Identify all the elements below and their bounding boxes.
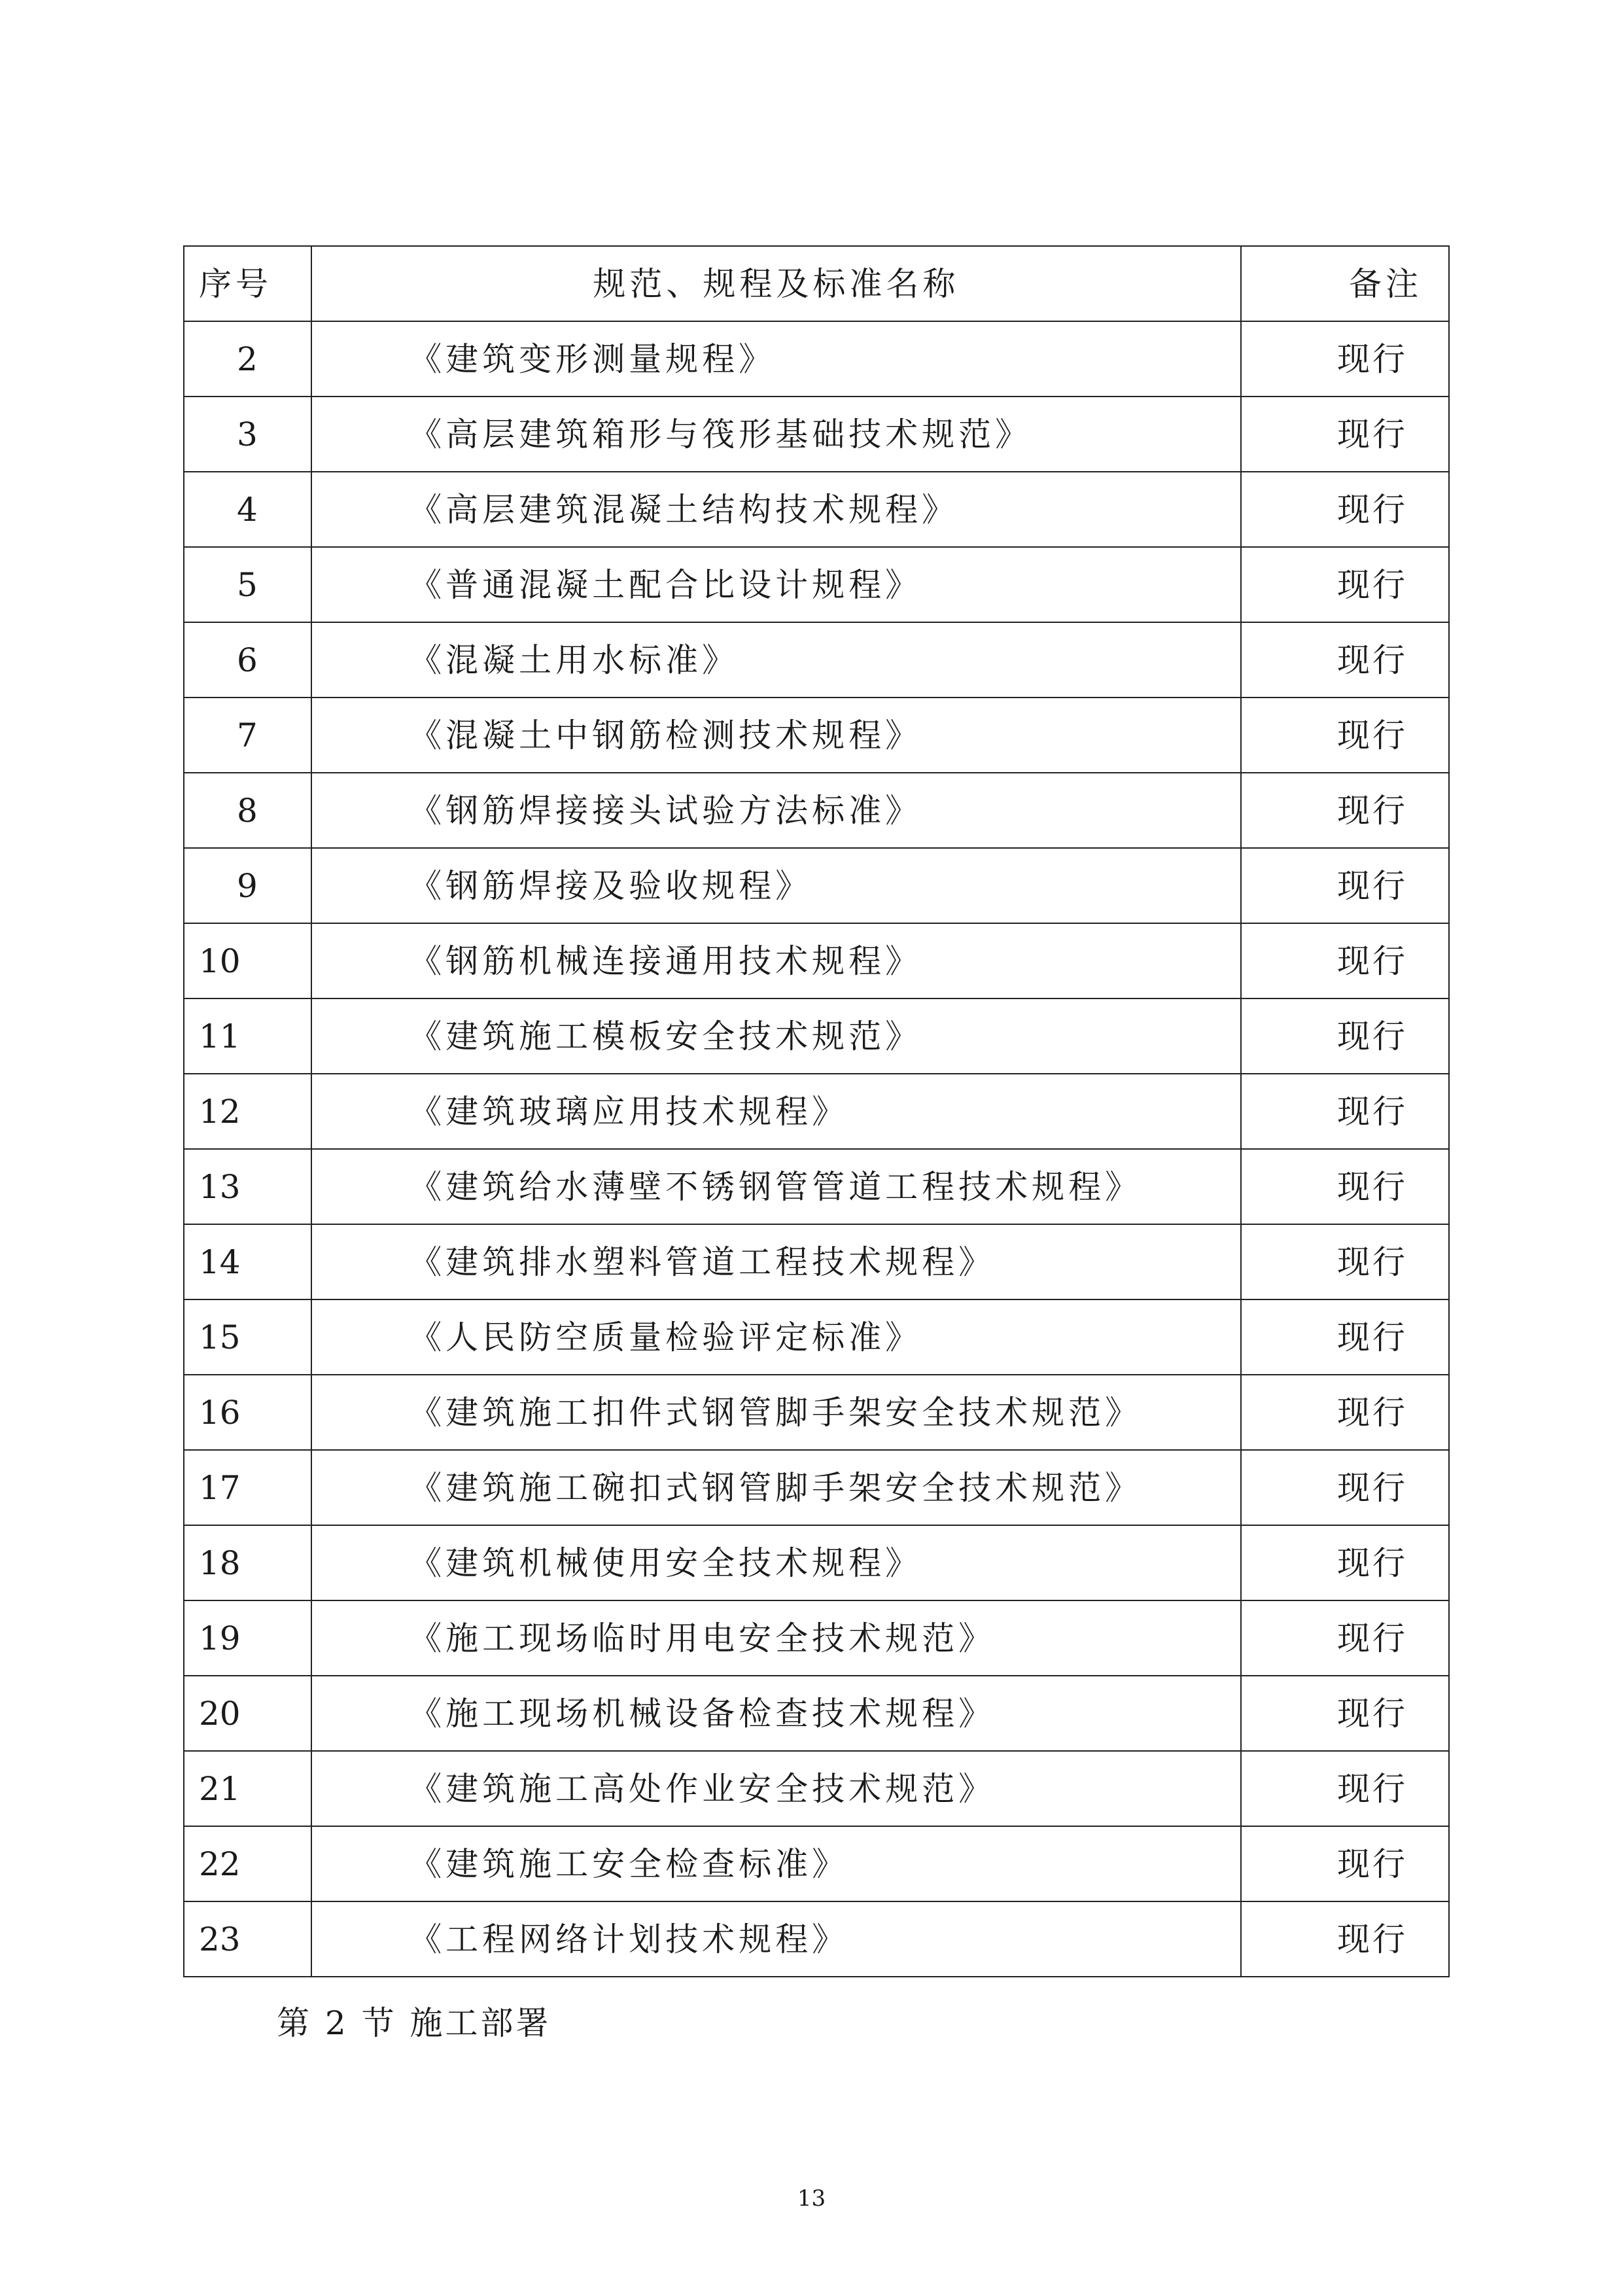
row-serial-number: 15	[184, 1299, 311, 1375]
table-row	[184, 1375, 1449, 1450]
row-standard-name: 《建筑施工扣件式钢管脚手架安全技术规范》	[311, 1375, 1240, 1450]
row-standard-name: 《混凝土用水标准》	[311, 622, 1240, 698]
row-standard-name: 《建筑施工碗扣式钢管脚手架安全技术规范》	[311, 1450, 1240, 1525]
row-remarks: 现行	[1241, 1299, 1449, 1375]
row-remarks: 现行	[1241, 1525, 1449, 1600]
row-serial-number: 3	[184, 397, 311, 472]
row-remarks: 现行	[1241, 321, 1449, 397]
row-standard-name: 《钢筋焊接及验收规程》	[311, 848, 1240, 923]
row-serial-number: 19	[184, 1600, 311, 1676]
row-standard-name: 《施工现场机械设备检查技术规程》	[311, 1676, 1240, 1751]
table-row	[184, 998, 1449, 1074]
header-remarks: 备注	[1241, 246, 1449, 321]
row-remarks: 现行	[1241, 698, 1449, 773]
row-serial-number: 17	[184, 1450, 311, 1525]
table-row	[184, 547, 1449, 622]
row-standard-name: 《混凝土中钢筋检测技术规程》	[311, 698, 1240, 773]
row-remarks: 现行	[1241, 998, 1449, 1074]
table-row	[184, 1074, 1449, 1149]
row-serial-number: 20	[184, 1676, 311, 1751]
table-row	[184, 1224, 1449, 1299]
row-standard-name: 《建筑变形测量规程》	[311, 321, 1240, 397]
row-remarks: 现行	[1241, 1375, 1449, 1450]
row-remarks: 现行	[1241, 472, 1449, 547]
table-row	[184, 923, 1449, 998]
table-header-row	[184, 246, 1449, 321]
standards-table	[183, 245, 1450, 1977]
row-serial-number: 16	[184, 1375, 311, 1450]
row-remarks: 现行	[1241, 773, 1449, 848]
row-serial-number: 18	[184, 1525, 311, 1600]
row-remarks: 现行	[1241, 1901, 1449, 1977]
row-serial-number: 11	[184, 998, 311, 1074]
row-standard-name: 《普通混凝土配合比设计规程》	[311, 547, 1240, 622]
table-row	[184, 1676, 1449, 1751]
table-row	[184, 622, 1449, 698]
row-serial-number: 6	[184, 622, 311, 698]
row-serial-number: 22	[184, 1826, 311, 1901]
table-row	[184, 1826, 1449, 1901]
header-serial-number: 序号	[184, 246, 311, 321]
row-remarks: 现行	[1241, 848, 1449, 923]
table-row	[184, 1751, 1449, 1826]
table-row	[184, 848, 1449, 923]
row-standard-name: 《建筑施工模板安全技术规范》	[311, 998, 1240, 1074]
row-serial-number: 2	[184, 321, 311, 397]
page-number: 13	[797, 2185, 826, 2212]
table-row	[184, 1149, 1449, 1224]
row-standard-name: 《建筑排水塑料管道工程技术规程》	[311, 1224, 1240, 1299]
row-remarks: 现行	[1241, 622, 1449, 698]
row-remarks: 现行	[1241, 547, 1449, 622]
row-remarks: 现行	[1241, 923, 1449, 998]
row-remarks: 现行	[1241, 1676, 1449, 1751]
row-remarks: 现行	[1241, 1074, 1449, 1149]
header-standard-name: 规范、规程及标准名称	[311, 246, 1240, 321]
row-standard-name: 《施工现场临时用电安全技术规范》	[311, 1600, 1240, 1676]
table-row	[184, 321, 1449, 397]
row-remarks: 现行	[1241, 1826, 1449, 1901]
table-row	[184, 698, 1449, 773]
row-standard-name: 《工程网络计划技术规程》	[311, 1901, 1240, 1977]
table-row	[184, 1901, 1449, 1977]
row-standard-name: 《建筑施工安全检查标准》	[311, 1826, 1240, 1901]
row-serial-number: 4	[184, 472, 311, 547]
table-row	[184, 1525, 1449, 1600]
row-serial-number: 14	[184, 1224, 311, 1299]
row-serial-number: 13	[184, 1149, 311, 1224]
row-serial-number: 7	[184, 698, 311, 773]
table-body	[184, 321, 1449, 1977]
row-remarks: 现行	[1241, 1751, 1449, 1826]
row-standard-name: 《建筑玻璃应用技术规程》	[311, 1074, 1240, 1149]
row-remarks: 现行	[1241, 1450, 1449, 1525]
row-remarks: 现行	[1241, 1149, 1449, 1224]
row-remarks: 现行	[1241, 1224, 1449, 1299]
row-standard-name: 《人民防空质量检验评定标准》	[311, 1299, 1240, 1375]
table-row	[184, 397, 1449, 472]
table-row	[184, 773, 1449, 848]
table-row	[184, 472, 1449, 547]
row-remarks: 现行	[1241, 397, 1449, 472]
row-serial-number: 5	[184, 547, 311, 622]
row-standard-name: 《高层建筑混凝土结构技术规程》	[311, 472, 1240, 547]
table-row	[184, 1450, 1449, 1525]
row-standard-name: 《建筑施工高处作业安全技术规范》	[311, 1751, 1240, 1826]
row-standard-name: 《建筑给水薄壁不锈钢管管道工程技术规程》	[311, 1149, 1240, 1224]
row-serial-number: 12	[184, 1074, 311, 1149]
table-row	[184, 1600, 1449, 1676]
row-standard-name: 《建筑机械使用安全技术规程》	[311, 1525, 1240, 1600]
row-remarks: 现行	[1241, 1600, 1449, 1676]
row-serial-number: 8	[184, 773, 311, 848]
row-standard-name: 《高层建筑箱形与筏形基础技术规范》	[311, 397, 1240, 472]
row-serial-number: 10	[184, 923, 311, 998]
row-serial-number: 23	[184, 1901, 311, 1977]
row-standard-name: 《钢筋机械连接通用技术规程》	[311, 923, 1240, 998]
table-row	[184, 1299, 1449, 1375]
row-serial-number: 21	[184, 1751, 311, 1826]
section-heading: 第 2 节 施工部署	[277, 2004, 551, 2042]
row-standard-name: 《钢筋焊接接头试验方法标准》	[311, 773, 1240, 848]
row-serial-number: 9	[184, 848, 311, 923]
